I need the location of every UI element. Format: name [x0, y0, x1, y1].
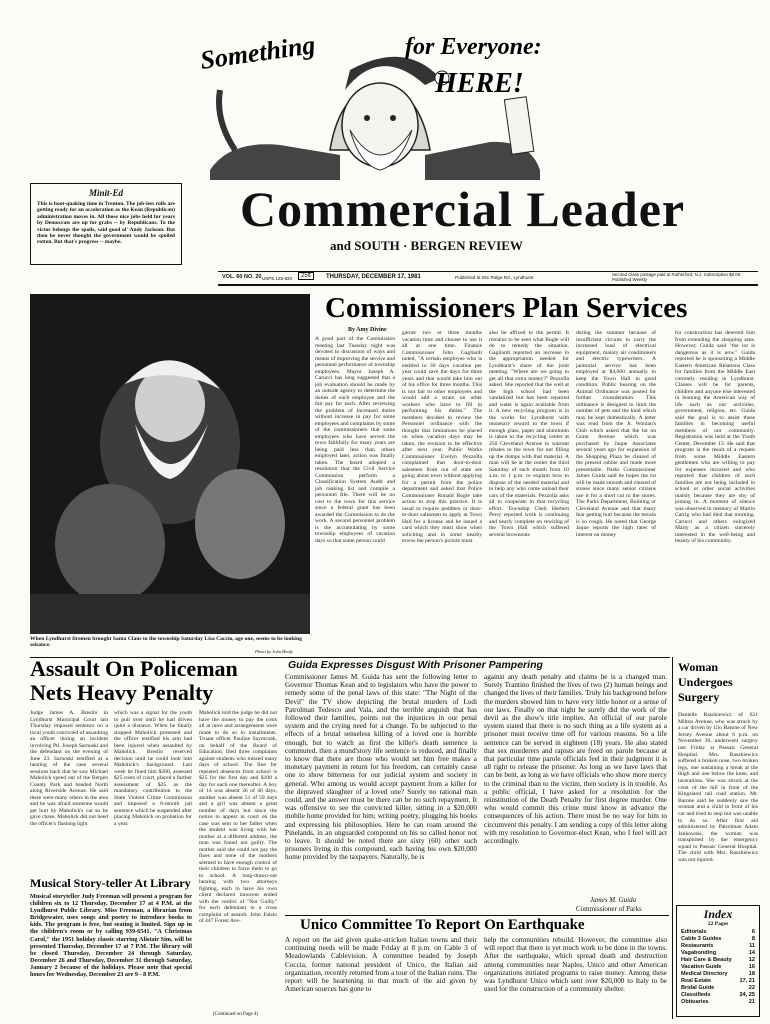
unico-col2: help the communities rebuild. However, the committee also will report that there is yet much work to be done in the towns. After the earthquake, which spread death and destruction among communities near Naples, Unico and other American organizations initiated programs to raise money. Among these was Lyndhurst Unico which sent over $20,000 to Italy to be used for the construction of a community shelter. [484, 936, 667, 994]
index-row [681, 985, 755, 992]
masthead-published: Published at 251 Ridge Rd., Lyndhurst [455, 275, 534, 280]
guida-col1: Commissioner James M. Guida has sent the following letter to Governor Thomas Kean and to legislators who have the power to remedy some of the penal laws of this state: "The Night of the Devil" the TV show depicting the brutal murders of Lodi Patrolman Tedesco and Vala, and the terrible anguish that has followed their families, points out the injustices in our penal system and the crying need for a change. To be subjected to the effects of a brutal senseless killing of a loved one is horrible enough, but to watch as first the killer's death sentence is commuted, then a mund'story life sentence is reduced, and finally to know that there are those who would set him free makes a monetary payment in return for his freedom, can certainly cause one to show bitterness for our judicial system and society in general. Who among us would accept payment from a killer for the depraved slaughter of a loved one? Surely no rational man could, and the answer must be there can be no such repayment. It was offensive to see the convicted killer, sitting in a $20,000 mobile home provided for him; writing poetry, plugging his books and expressing his philosophies. Here he can roam around the Pinelands, in an unguarded compound on his so called honor not to leave. It should be noted there are sixty (60) other such prisoners living in this compound, each having his own $20,000 home provided by the taxpayers. Naturally, he is [285, 673, 477, 862]
masthead-rule-bottom [218, 284, 758, 286]
index-row [681, 929, 755, 936]
masthead-vol: VOL. 60 NO. 20 [222, 274, 262, 280]
masthead-title: Commercial Leader [240, 181, 686, 237]
index-item-page: 12 [748, 957, 755, 963]
unico-col1: A report on the aid given quake-stricken Italian towns and their continuing needs will be made Friday at 8 p.m. on Cable 3 of Meadowlands Cablevision. A committee headed by Joseph Coccia, former national president of Unico, the Italian aid organization, recently returned from a tour of the Italian ruins. The report will be heartening in that much of the aid given by American sources has gone to [285, 936, 477, 994]
story-headline: Musical Story-teller At Library [30, 876, 191, 890]
index-item-page: 11 [749, 943, 755, 949]
assault-headline-2: Nets Heavy Penalty [30, 680, 214, 705]
index-row [681, 957, 755, 964]
guida-signature: James M. Guida [590, 896, 637, 904]
index-item-name: Hair Care & Beauty [681, 957, 732, 963]
index-item-name: Vagabonding [681, 950, 717, 956]
index-item-name: Cable 3 Guides [681, 936, 722, 942]
index-item-name: Classifieds [681, 992, 711, 998]
masthead-date: THURSDAY, DECEMBER 17, 1981 [326, 274, 421, 280]
index-title: Index [703, 907, 733, 921]
index-item-page: 21 [748, 999, 755, 1005]
index-box [676, 905, 760, 1017]
masthead-price: 25¢ [298, 272, 314, 280]
guida-col2: against any death penalty and claims he is a changed man. Surely Trantino finished the lives of two (2) human beings and changed the lives of their families. Truly his background before the murders showed him to have very little honor or a sense of our laws. Finally on that night he surely did the work of the devil as the show's title implies. An official of our parole system stated that there is no such thing as a life system as a prisoner must receive time off for various reasons. So a life sentence can be served in eighteen (18) years. He also stated that sex murderers and rapists are freed on parole because at that particular time parole officials feel in their judgment it is all right to release the prisoner. As long as we have laws that can be bent, as long as we have officials who show more mercy to the criminal than to the victim, then society is in trouble. As a public official, I have asked for a resolution for the reinstitution of the Death Penalty for first degree murder. One who would commit this crime must know in advance the consequences of his action. There must be no way for him to circumvent this penalty. I am sending a copy of this letter along with my resolution to Governor-elect Kean, who I feel will act accordingly. [484, 673, 667, 846]
commissioners-col4: during the summer because of insufficient circuits to carry the increased load of electrical equipment, mainly air conditioners and electric typewriters. A janitorial service has been employed at $4,000 annually to keep the Town Hall in good condition. Public hearing on the Animal Ordinance was posted for further consideration. This ordinance is designed to limit the number of pets and the kind which may be kept domestically. A letter was read from the Jr. Woman's Club which asked that the lot on Grant Avenue which was purchased by Jaque Associates several years ago for expansion of the Shopping Plaza be cleared of the present rubble and made more presentable. Parks Commissioner James Guida said he hopes the lot will be made smooth and cleared of stones since many senior citizens use it for a short cut to the stores. The Parks Department, Building or Cleveland Avenue and that many fear getting hurt because the terrain is so rough. He noted that George Jaque reports the high rates of interest on money [576, 330, 656, 538]
guida-headline: Guida Expresses Disgust With Prisoner Pampering [288, 659, 543, 671]
woman-headline: Woman Undergoes Surgery [678, 660, 733, 704]
commissioners-col2: garner two or three months vacation time and choose to use it all at one time. Finance Commissioner John Gagliardi noted, "A certain employee who is entitled to 30 days vacation per year could save the days for three years and that would take him out of his office for three months. This is not fair to other employees and would add a strain on other workers who have to fill in performing his duties." The members decided to review the Personnel ordinance with the thought that limitations be placed on when vacation days may be taken, the revision to be effective after next year. Public Works Commissioner Evelyn Pezzolla complained that door-to-door salesmen from out of state are going about town without applying for a permit from the police department and asked that Police Commissioner Ronald Bogle take action to stop this practice. It is usual to require peddlers or door-to-door salesmen to apply at Town Hall for a license and be issued a card which they must show when soliciting and in some nearby towns the person's picture must [402, 330, 482, 544]
assault-col3: Maholick told the judge he did not have the money to pay the costs all at once and arrangements were made to do so in installments. Truant officer Pauline Saymczak, on behalf of the Board of Education, filed three complaints against students who missed many days of school. The fine for repeated absences from school is $25 for the first day and $100 a day for each one thereafter. A boy of 14 was absent 36 of 40 days, another was absent 51 of 59 days and a girl was absent a great number of days but since the notice to appear in court on the case was sent to her father when the student was living with her mother at a different address, the man was found not guilty. The mother said she could not pay the fines and none of the mothers seemed to have enough control of their children to force them to go to school. A long-drawn-out hearing with two attorneys fighting, each to have his own client declared innocent ended with the verdict of "Not Guilty" for each defendant in a cross complaint of assault. John Falsto of 447 Forest Ave- [199, 710, 277, 924]
index-item-name: Real Estate [681, 978, 712, 984]
commissioners-col5: for construction has deterred him from extending the shopping area. However, Guida said "the lot is dangerous as it is now." Guida reported he is sponsoring a Middle Eastern American Relations Class for families from the Middle East currently residing in Lyndhurst. Classes will be for parents, children and anyone else interested in learning the American way of life such as our activities, government, religion, etc. Guida said the goal is to assist these families in becoming useful members of our community. Registration was held at the Youth Center, December 13. He said that program is the result of a request from some Middle Eastern gentlemen who are willing to pay for expenses incurred and who reported that children of such families are not being included in school or other social activities mainly because they are shy of joining in. A moment of silence was observed in memory of Martin Carrig who had died that morning. Carucci and others eulogized Marty as a citizen sincerely interested in the well-being and beauty of his community. [675, 330, 755, 544]
index-row [681, 992, 755, 999]
banner [190, 30, 570, 180]
minied-text: This is boot-quaking time in Trenton. The job-less rolls are getting ready for an acceleration as the Kean (Republican) administration moves in. All those nice jobs held for years by Democrats are up for grabs -- by Republicans. To the victor belongs the spoils, said good ol' Andy Jackson. But then he never thought the government would be spoiled rotten. But that's progress -- maybe. [37, 201, 175, 246]
index-item-name: Medical Directory [681, 971, 728, 977]
assault-headline-1: Assault On Policeman [30, 656, 238, 681]
commissioners-col3: also be affixed to the permit. It remains to be seen what Bogle will do to remedy the situation. Gagliardi reported an increase in the appropriation needed for Lyndhurst's share of the joint meeting. "Where are we going to get all that extra money?" Pezzolla asked. She reported that the well at the high school had been vandalized but has been repaired and water is again available from it. A new recycling program is in the works for Lyndhurst with monetary reward to the town if enough glass, paper and aluminum is taken to the recycling center at 250 Cleveland Avenue to warrant rebates to the town for not filling up the dumps with that material. A man will be at the center the third Saturday of each month from 10 a.m. to 1 p.m. to explain how to dispose of the needed material and to help any who come unload their cars of the materials. Pezzolla asks all to cooperate in that recycling effort. Township Clerk Herbert Perry reported work is continuing and nearly complete on rewiring of the Town Hall which suffered several brownouts [489, 330, 569, 538]
index-row [681, 971, 755, 978]
commissioners-byline: By Amy Divine [348, 327, 387, 333]
index-row [681, 936, 755, 943]
index-item-page: 22 [748, 985, 755, 991]
banner-line2: for Everyone: [405, 34, 542, 60]
assault-col2: which was a signal for the youth to pull over until he had driven quite a distance. When he finally stopped Maholick protested and the officer testified his arm had been injured when assaulted by Maholick. Breslin reserved decision until he could look into Maholick's background. Last week he fined him $200, assessed $25 costs of court, placed a further assessment of $25 as the mandatory contribution to the State Violent Crime Commission and imposed a 6-month jail sentence which he suspended after placing Maholick on probation for a year. [114, 710, 192, 827]
photo-credit: Photo by John Healy [255, 649, 293, 654]
guida-signature-title: Commissioner of Parks [576, 905, 642, 913]
index-row [681, 950, 755, 957]
index-item-page: 16 [748, 964, 755, 970]
index-list [681, 929, 755, 1006]
index-item-page: 17, 21 [739, 978, 755, 984]
index-item-page: 6 [751, 929, 755, 935]
index-row [681, 999, 755, 1006]
minied-box [30, 183, 182, 265]
masthead-subtitle: and SOUTH · BERGEN REVIEW [330, 238, 523, 253]
index-item-page: 8 [751, 936, 755, 942]
photo-caption: When Lyndhurst firemen brought Santa Claus to the township Saturday Lisa Caccio, age one, seems to be looking askance. [30, 636, 302, 649]
index-item-name: Editorials [681, 929, 707, 935]
index-item-name: Obituaries [681, 999, 709, 1005]
assault-continued: (Continued on Page 4) [213, 1012, 259, 1017]
index-item-page: 18 [748, 971, 755, 977]
guida-bottom-rule [285, 915, 669, 916]
minied-title: Minit-Ed [88, 188, 123, 198]
unico-headline: Unico Committee To Report On Earthquake [300, 917, 585, 933]
index-row [681, 978, 755, 985]
masthead-postage: Second Class postage paid at Rutherford, N.J. Subscription $8.00 Published Weekly [612, 272, 741, 282]
sidebar-divider [672, 657, 673, 1019]
index-pages: 22 Pages [707, 921, 729, 927]
masthead-usps: USPS 125-820 [262, 276, 293, 281]
commissioners-col1: A good part of the Commission meeting last Tuesday night was devoted to discussion of ways and means of improving the service and personnel performance of township employees. Mayor Joseph A. Carucci has long suggested that a job evaluation should be made by an outside agency to determine the duties of each employee and the fair pay for each. After reviewing the problem of increased duties without increase in pay for some employees and complaints by some of the commissioners that some employees who have served the town faithfully for many years are being paid less than others employed later, action was finally taken. The board adopted a resolution that the Civil Service Commission perform a Classification System Audit and job ranking list and compile a personnel file. There will be no cost to the town for this service since a federal grant has been awarded the Commission to do the work. A second personnel problem is the accumulating by some township employees of vacation days so that some person could [315, 336, 395, 544]
index-item-name: Vacation Guide [681, 964, 722, 970]
index-row [681, 943, 755, 950]
commissioners-headline: Commissioners Plan Services [325, 292, 688, 324]
index-item-page: 24, 25 [739, 992, 755, 998]
index-item-page: 14 [748, 950, 755, 956]
index-item-name: Restaurants [681, 943, 714, 949]
story-body: Musical storyteller Judy Freeman will present a program for children six to 12 Thursday, December 17 at 4 P.M. at the Lyndhurst Public Library. Miss Freeman, a librarian from Bridgewater, uses songs and poetry to introduce books to kids. The program is free, but seating is limited. Sign up in the children's room or by calling 939-6541. "A Christmas Carol," the 1951 holiday classic starring Alistair Sim, will be presented Thursday, December 17 at 7 P.M. The library will be closed Thursday, December 24 through Saturday, December 26 and Thursday, December 31 through Saturday, January 2 because of the holidays. Please note that special hours for Wednesday, December 23 are 9 - 8 P.M. [30, 893, 192, 979]
photo-image [30, 294, 310, 634]
assault-col1: Judge James A. Breslin in Lyndhurst Municipal Court last Thursday imposed sentence on a local youth convicted of assaulting an officer during an incident involving Ptl. Joseph Sarnoski and the defendant on the evening of June 23. Sarnoski testified at a hearing of the case several sessions back that he saw Michael Maholick speed out of the Bergen County Park and headed North along Riverside Avenue. He said there were many others in the area and he was afraid someone would get hurt by Maholick's car so he gave chase. Maholick did not heed the officer's flashing light [30, 710, 108, 827]
index-row [681, 964, 755, 971]
banner-line3: HERE! [435, 68, 524, 99]
index-item-name: Bridal Guide [681, 985, 715, 991]
woman-body: Danielle Raszkiewicz of 621 Milton Avenue, who was struck by a car driven by Ulo Barone of New Jersey Avenue about 6 p.m. on November 30, underwent surgery last Friday at Passaic General Hospital. Mrs. Raszkiewicz suffered a broken nose, two broken legs, one sustaining a break at the thigh and one below the knee, and lacerations. She was struck at the crest of the hill in front of the Kingsland rail road station. Mr. Barone said he suddenly saw the woman and a child in front of his car and tried to stop but was unable to do so. After first aid administered by Patrolman Adam Jankowski, the woman was transported by the emergency squad to Passaic General Hospital. The child with Mrs. Raszkiewicz was not injured. [678, 712, 758, 864]
banner-line1: Something [198, 30, 317, 75]
santa-photo [30, 294, 310, 634]
